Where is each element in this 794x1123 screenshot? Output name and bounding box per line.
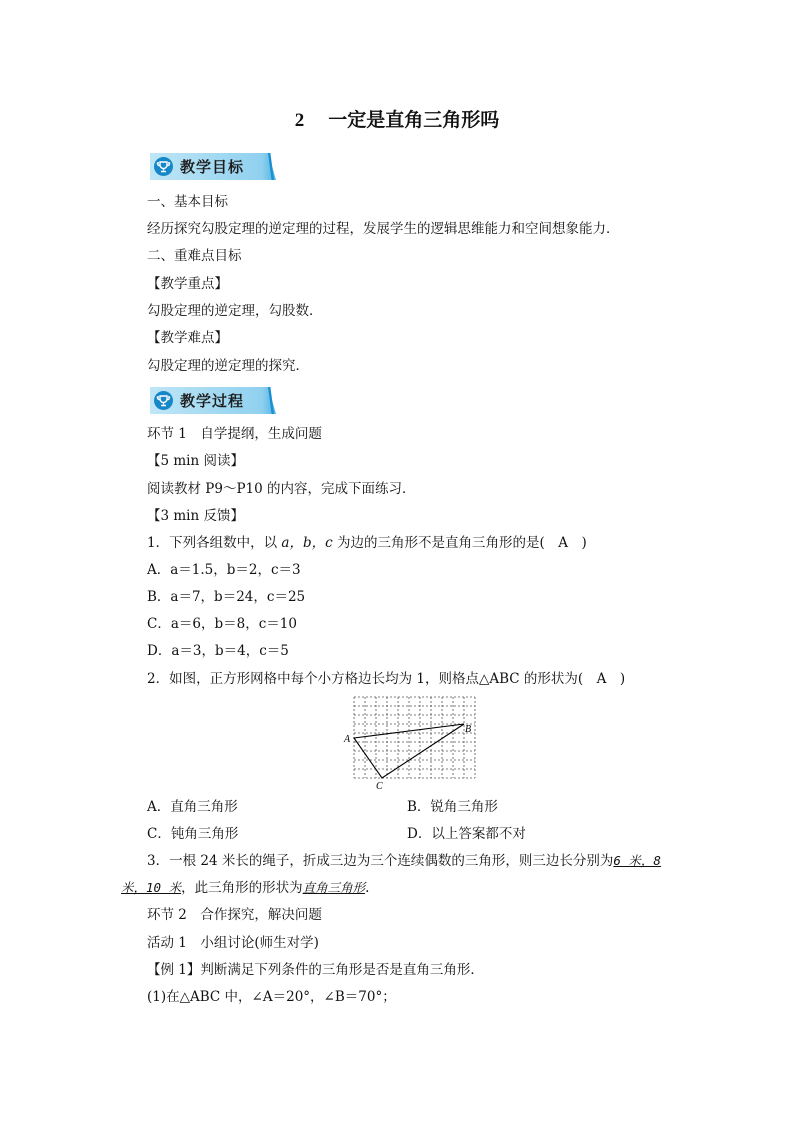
q1-option-a: A．a＝1.5，b＝2，c＝3 <box>147 562 301 578</box>
q2-option-b: B．锐角三角形 <box>407 799 498 815</box>
q3-answer-part2: 米，10 米 <box>121 880 182 895</box>
vertex-label-c: C <box>376 781 383 792</box>
q2-option-a: A．直角三角形 <box>147 799 238 815</box>
read-text: 阅读教材 P9～P10 的内容，完成下面练习． <box>147 481 416 497</box>
basic-text: 经历探究勾股定理的逆定理的过程，发展学生的逻辑思维能力和空间想象能力． <box>147 221 620 237</box>
triangle-grid-figure <box>340 692 490 792</box>
q3-answer-part1: 6 米，8 <box>613 853 661 868</box>
title-text: 一定是直角三角形吗 <box>328 109 500 131</box>
difficulty-text: 勾股定理的逆定理的探究． <box>147 358 309 374</box>
q2-stem: 2．如图，正方形网格中每个小方格边长均为 1，则格点△ABC 的形状为( A ) <box>147 671 626 687</box>
q2-option-c: C．钝角三角形 <box>147 826 239 842</box>
activity1-heading: 活动 1 小组讨论(师生对学) <box>147 935 319 951</box>
vertex-label-a: A <box>344 734 351 745</box>
badge-label: 教学过程 <box>180 392 245 410</box>
badge-label: 教学目标 <box>180 158 245 176</box>
step2-heading: 环节 2 合作探究，解决问题 <box>147 907 322 923</box>
read-label: 【5 min 阅读】 <box>147 453 244 469</box>
q3-line1: 3．一根 24 米长的绳子，折成三边为三个连续偶数的三角形，则三边长分别为6 米，8 <box>147 853 661 869</box>
step1-heading: 环节 1 自学提纲，生成问题 <box>147 426 322 442</box>
section-badge-goal <box>150 153 276 180</box>
q2-option-d: D．以上答案都不对 <box>407 826 526 842</box>
example1-stem: 【例 1】判断满足下列条件的三角形是否是直角三角形． <box>147 962 484 978</box>
q1-option-b: B．a＝7，b＝24，c＝25 <box>147 589 306 605</box>
title-number: 2 <box>294 110 305 131</box>
page-title <box>0 105 794 132</box>
basic-heading: 一、基本目标 <box>147 194 228 210</box>
section-badge-process <box>150 387 276 414</box>
q1-stem: 1．下列各组数中，以 a，b，c 为边的三角形不是直角三角形的是( A ) <box>147 535 587 551</box>
q3-line2: 米，10 米，此三角形的形状为直角三角形. <box>121 880 370 896</box>
feedback-label: 【3 min 反馈】 <box>147 508 244 524</box>
focus-label: 【教学重点】 <box>147 276 228 292</box>
vertex-label-b: B <box>465 724 472 735</box>
q3-answer-shape: 直角三角形 <box>302 880 366 895</box>
difficulty-label: 【教学难点】 <box>147 330 228 346</box>
example1-part1: (1)在△ABC 中，∠A＝20°，∠B＝70°； <box>147 989 396 1005</box>
q1-option-c: C．a＝6，b＝8，c＝10 <box>147 616 297 632</box>
q1-option-d: D．a＝3，b＝4，c＝5 <box>147 643 289 659</box>
trophy-icon <box>154 157 173 176</box>
trophy-icon <box>154 391 173 410</box>
key-heading: 二、重难点目标 <box>147 248 242 264</box>
focus-text: 勾股定理的逆定理，勾股数． <box>147 303 323 319</box>
